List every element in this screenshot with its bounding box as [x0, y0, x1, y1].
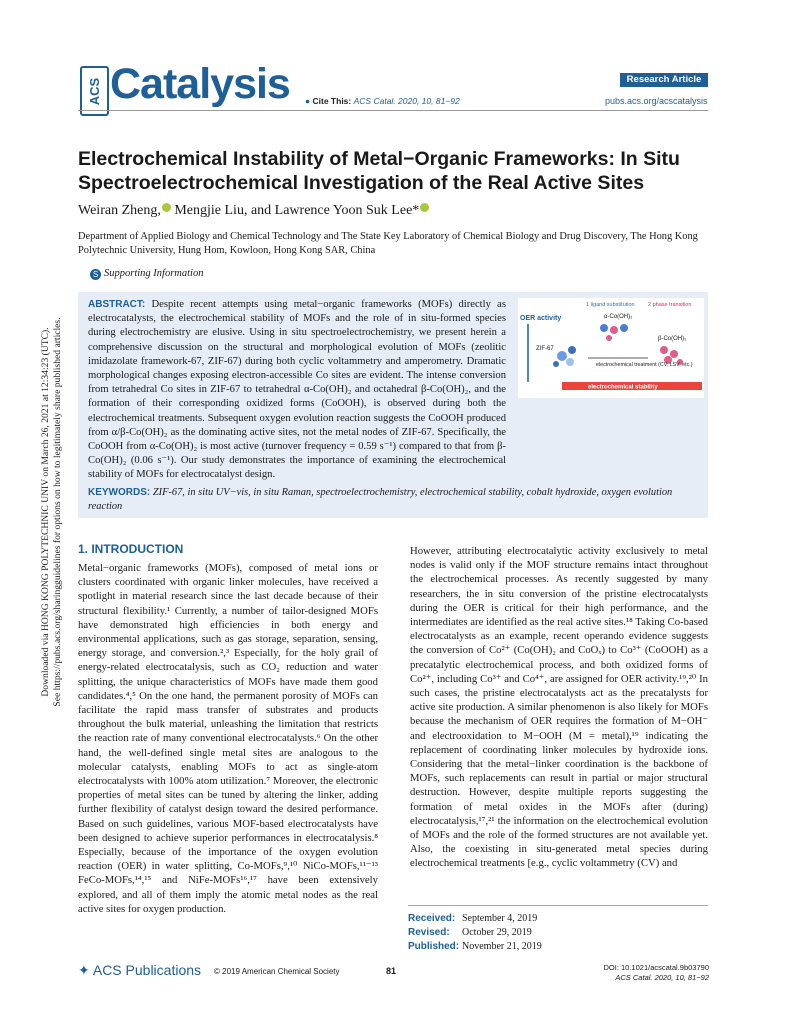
- keywords: [88, 486, 700, 514]
- toc-zif-label: ZIF-67: [536, 346, 554, 352]
- supporting-info-icon: S: [90, 269, 101, 280]
- header-divider: [78, 110, 708, 111]
- abstract-text-block: [88, 298, 700, 483]
- toc-treatment-label: electrochemical treatment (CV, LSV, etc.): [596, 362, 693, 368]
- author-2-3[interactable]: Mengjie Liu, and Lawrence Yoon Suk Lee*: [174, 203, 420, 218]
- acs-mark-text: ACS: [87, 77, 103, 105]
- toc-phase-label: 2 phase transition: [648, 302, 692, 308]
- supporting-information-link[interactable]: [90, 268, 203, 280]
- article-type-badge: Research Article: [620, 73, 708, 87]
- body-column-left: [78, 561, 378, 916]
- download-stamp-line1: Downloaded via HONG KONG POLYTECHNIC UNIV on March 26, 2021 at 12:34:23 (UTC).: [40, 327, 51, 697]
- orcid-icon[interactable]: [420, 203, 429, 212]
- author-list: [78, 203, 429, 219]
- journal-reference: ACS Catal. 2020, 10, 81−92: [615, 973, 709, 982]
- cite-this[interactable]: [305, 96, 460, 106]
- revised-date: October 29, 2019: [462, 927, 532, 938]
- revised-label: Revised:: [408, 927, 450, 938]
- body-column-right: [410, 544, 708, 871]
- cite-icon: ●: [305, 96, 311, 106]
- acs-publications-icon: ✦: [78, 962, 90, 978]
- toc-alpha-label: α-Co(OH)₂: [604, 314, 633, 320]
- section-heading: 1. INTRODUCTION: [78, 542, 184, 556]
- keywords-label: KEYWORDS:: [88, 487, 151, 498]
- download-stamp-line2: See https://pubs.acs.org/sharingguidelines for options on how to legitimately share published articles.: [52, 317, 63, 707]
- history-dates: [408, 912, 542, 954]
- author-1[interactable]: Weiran Zheng,: [78, 203, 161, 218]
- acs-mark: [80, 66, 109, 116]
- journal-url-link[interactable]: pubs.acs.org/acscatalysis: [605, 96, 708, 106]
- toc-ligand-label: 1 ligand substitution: [586, 302, 635, 308]
- page-number: 81: [386, 966, 397, 976]
- toc-stability-label: electrochemical stability: [588, 384, 658, 391]
- copyright: © 2019 American Chemical Society: [214, 967, 340, 976]
- paragraph: Metal−organic frameworks (MOFs), composed of metal ions or clusters coordinated with organic linker molecules, have received a spotlight in material research since the last decade because of their structural flexibility.¹ Currently, a number of tailor-designed MOFs have demonstrated high efficiencies in both energy and environmental applications, such as gas storage, separation, sensing, energy storage, and conversion.²,³ Especially, for the holy grail of energy-related electrocatalysis, such as CO₂ reduction and water splitting, the unique characteristics of MOFs have made them good candidates.⁴,⁵ On the one hand, the permanent porosity of MOFs can facilitate the rapid mass transfer of substrates and products throughout the bulk material, unleashing the limitation that restricts the reaction rate of many conventional electrocatalysts.⁶ On the other hand, the well-defined single metal sites are analogous to the molecular catalysts, enabling MOFs to act as single-atom electrocatalysts with 100% atom utilization.⁷ Moreover, the electronic properties of metal sites can be tuned by altering the linker, adding further flexibility of catalyst design toward the desired performance. Based on such guidelines, various MOF-based electrocatalysts have been designed to achieve superior performances in electrocatalysis.⁸ Especially, because of the importance of the oxygen evolution reaction (OER) in water splitting, Co-MOFs,⁹,¹⁰ NiCo-MOFs,¹¹⁻¹³ FeCo-MOFs,¹⁴,¹⁵ and NiFe-MOFs¹⁶,¹⁷ have been extensively explored, and all of them imply the atomic metal nodes as the real active sites for oxygen production.: [78, 562, 378, 915]
- abstract-label: ABSTRACT:: [88, 299, 146, 310]
- paragraph: However, attributing electrocatalytic activity exclusively to metal nodes is valid only if the MOF structure remains intact throughout the electrochemical processes. As recently suggested by many researchers, the in situ conversion of the pristine electrocatalysts during the OER is critical for their high performance, and the intermediates are identified as the real active sites.¹⁸ Taking Co-based electrocatalysts as an example, recent operando evidence suggests the conversion of Co²⁺ (Co(OH)₂ and CoOₓ) to Co³⁺ (CoOOH) as a precatalytic electrochemical process, and both oxidized forms of Co²⁺, including Co³⁺ and Co⁴⁺, are assigned for OER activity.¹⁹,²⁰ In such cases, the pristine electrocatalysts act as the precatalysts for active site production. A similar phenomenon is also likely for MOFs because the mechanism of OER requires the formation of M−OH⁻ and electrooxidation to M−OOH (M = metal),¹⁹ indicating the replacement of coordinating linker molecules by hydroxide ions. Considering that the metal−linker coordination is the backbone of MOFs, such replacements can result in partial or major structural destruction. However, despite multiple reports suggesting the formation of metal oxides in the MOFs after (during) electrocatalysis,¹⁷,²¹ the information on the electrochemical evolution of MOFs and the role of the formed structures are not available yet. Also, the coexisting in situ-generated metal species during electrochemical treatments [e.g., cyclic voltammetry (CV) and: [410, 545, 708, 870]
- cite-label: Cite This:: [312, 96, 352, 106]
- acs-publications-label: ACS Publications: [92, 962, 202, 978]
- affiliation: Department of Applied Biology and Chemical Technology and The State Key Laboratory of Chemical Biology and Drug Discovery, The Hong Kong Polytechnic University, Hung Hom, Kowloon, Hong Kong SAR, China: [78, 231, 698, 256]
- published-label: Published:: [408, 941, 460, 952]
- download-stamp: [40, 192, 64, 832]
- toc-beta-label: β-Co(OH)₂: [658, 336, 687, 342]
- received-date: September 4, 2019: [462, 913, 538, 924]
- doi-link[interactable]: DOI: 10.1021/acscatal.9b03790: [603, 963, 709, 972]
- doi-block: [595, 963, 709, 983]
- received-label: Received:: [408, 913, 456, 924]
- abstract-body: [88, 298, 506, 483]
- dates-divider: [408, 905, 708, 906]
- acs-publications-logo[interactable]: [78, 962, 201, 979]
- published-date: November 21, 2019: [462, 941, 542, 952]
- abstract-text: Despite recent attempts using metal−organic frameworks (MOFs) directly as electrocatalysts, the electrochemical stability of MOFs and the role of in situ-formed species during electrochemistry are elusive. Using in situ spectroelectrochemistry, we present herein a comprehensive discussion on the structural and morphological evolution of MOFs (zeolitic imidazolate framework-67, ZIF-67) during both cyclic voltammetry and amperometry. Dramatic morphological changes exposing electron-accessible Co sites are evident. The intense conversion from tetrahedral Co sites in ZIF-67 to tetrahedral α-Co(OH)₂ and octahedral β-Co(OH)₂, and the formation of their corresponding oxidized forms (CoOOH), is observed during both the electrochemical treatments. Subsequent oxygen evolution reaction suggests the CoOOH produced from α/β-Co(OH)₂ as the dominating active sites, not the metal nodes of ZIF-67. Specifically, the CoOOH from α-Co(OH)₂ is most active (turnover frequency = 0.59 s⁻¹) compared to that from β-Co(OH)₂ (0.06 s⁻¹). Our study demonstrates the importance of examining the electrochemical stability of MOFs for electrocatalyst design.: [88, 299, 506, 481]
- supporting-info-label: Supporting Information: [104, 268, 204, 279]
- citation: ACS Catal. 2020, 10, 81−92: [353, 96, 460, 106]
- journal-logo: Catalysis: [110, 60, 290, 108]
- keywords-text: ZIF-67, in situ UV−vis, in situ Raman, spectroelectrochemistry, electrochemical stability, cobalt hydroxide, oxygen evolution reaction: [88, 487, 673, 512]
- toc-oer-label: OER activity: [520, 315, 562, 322]
- orcid-icon[interactable]: [162, 203, 171, 212]
- article-title: Electrochemical Instability of Metal−Organic Frameworks: In Situ Spectroelectrochemical Investigation of the Real Active Sites: [78, 148, 680, 194]
